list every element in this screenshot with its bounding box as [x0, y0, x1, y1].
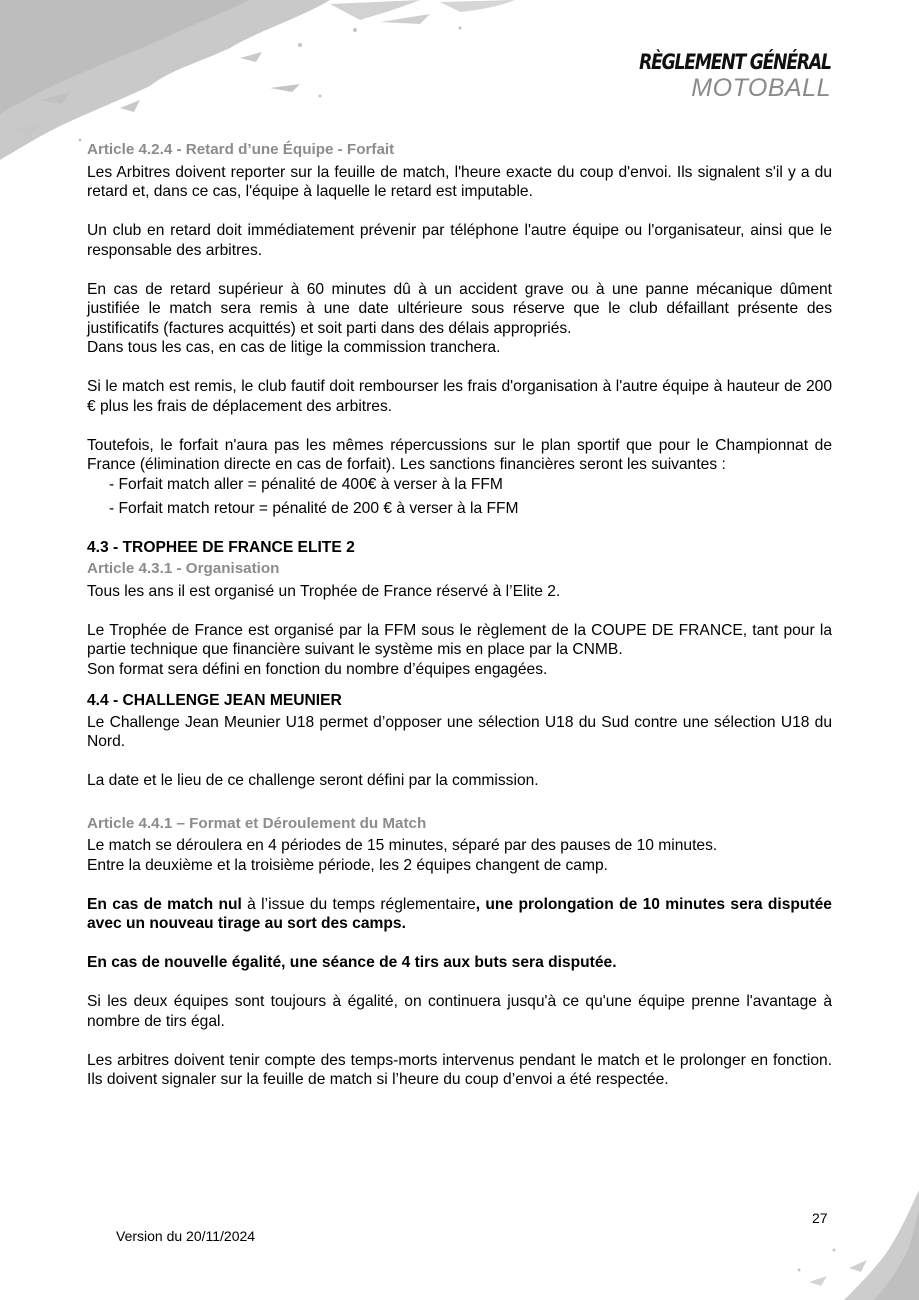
header-sport-title: MOTOBALL — [691, 74, 831, 102]
paragraph: Si le match est remis, le club fautif doit rembourser les frais d'organisation à l'autre équipe à hauteur de 200 € plus les frais de déplacement des arbitres. — [87, 378, 832, 415]
paragraph: Le Trophée de France est organisé par la FFM sous le règlement de la COUPE DE FRANCE, tant pour la partie technique que financière suivant le système mis en place par la CNMB. — [87, 621, 832, 658]
paragraph-extra-time — [87, 895, 832, 934]
penalty-list — [87, 475, 832, 519]
paragraph: Son format sera défini en fonction du nombre d’équipes engagées. — [87, 660, 548, 678]
bold-text: , une prolongation de 10 minutes sera disputée avec un nouveau tirage au sort des camps. — [87, 895, 832, 932]
header-regulation-title: RÈGLEMENT GÉNÉRAL — [639, 50, 831, 74]
paragraph: Toutefois, le forfait n'aura pas les mêmes répercussions sur le plan sportif que pour le Championnat de France (élimination directe en cas de forfait). Les sanctions financières seront les suivantes : — [87, 436, 832, 473]
page-number: 27 — [812, 1210, 828, 1226]
paragraph: Les arbitres doivent tenir compte des temps-morts intervenus pendant le match et le prolonger en fonction. Ils doivent signaler sur la feuille de match si l’heure du coup d’envoi a été respectée. — [87, 1051, 832, 1088]
bold-text: En cas de match nul — [87, 895, 242, 913]
document-header — [597, 52, 831, 101]
list-item: - Forfait match retour = pénalité de 200 € à verser à la FFM — [109, 500, 519, 517]
section-4-4-heading: 4.4 - CHALLENGE JEAN MEUNIER — [87, 692, 342, 709]
paragraph: La date et le lieu de ce challenge seront défini par la commission. — [87, 772, 539, 789]
paragraph: En cas de retard supérieur à 60 minutes dû à un accident grave ou à une panne mécanique dûment justifiée le match sera remis à une date ultérieure sous réserve que le club défaillant présente des justificatifs (factures acquittés) et soit parti dans des délais appropriés. — [87, 280, 832, 337]
paragraph: Tous les ans il est organisé un Trophée de France réservé à l’Elite 2. — [87, 582, 561, 600]
normal-text: à l’issue du temps réglementaire — [241, 895, 476, 913]
article-4-3-1-heading: Article 4.3.1 - Organisation — [87, 560, 280, 577]
footer-version: Version du 20/11/2024 — [116, 1228, 256, 1244]
paragraph: Le Challenge Jean Meunier U18 permet d’opposer une sélection U18 du Sud contre une sélection U18 du Nord. — [87, 713, 832, 750]
page-content — [87, 140, 832, 1109]
paragraph: Un club en retard doit immédiatement prévenir par téléphone l'autre équipe ou l'organisateur, ainsi que le responsable des arbitres. — [87, 222, 832, 259]
article-4-2-4-heading: Article 4.2.4 - Retard d’une Équipe - Forfait — [87, 141, 395, 158]
paragraph: Si les deux équipes sont toujours à égalité, on continuera jusqu'à ce qu'une équipe prenne l'avantage à nombre de tirs égal. — [87, 993, 832, 1030]
paragraph: Entre la deuxième et la troisième période, les 2 équipes changent de camp. — [87, 856, 608, 874]
article-4-4-1-heading: Article 4.4.1 – Format et Déroulement du Match — [87, 814, 427, 832]
section-4-3-heading: 4.3 - TROPHEE DE FRANCE ELITE 2 — [87, 538, 355, 556]
paragraph: Dans tous les cas, en cas de litige la commission tranchera. — [87, 339, 501, 356]
paragraph-shootout: En cas de nouvelle égalité, une séance de 4 tirs aux buts sera disputée. — [87, 954, 617, 971]
paragraph: Les Arbitres doivent reporter sur la feuille de match, l'heure exacte du coup d'envoi. Ils signalent s'il y a du retard et, dans ce cas, l'équipe à laquelle le retard est imputable. — [87, 163, 832, 200]
list-item: - Forfait match aller = pénalité de 400€ à verser à la FFM — [109, 475, 503, 493]
brush-decoration-bottom — [749, 1190, 919, 1300]
paragraph: Le match se déroulera en 4 périodes de 15 minutes, séparé par des pauses de 10 minutes. — [87, 837, 718, 854]
